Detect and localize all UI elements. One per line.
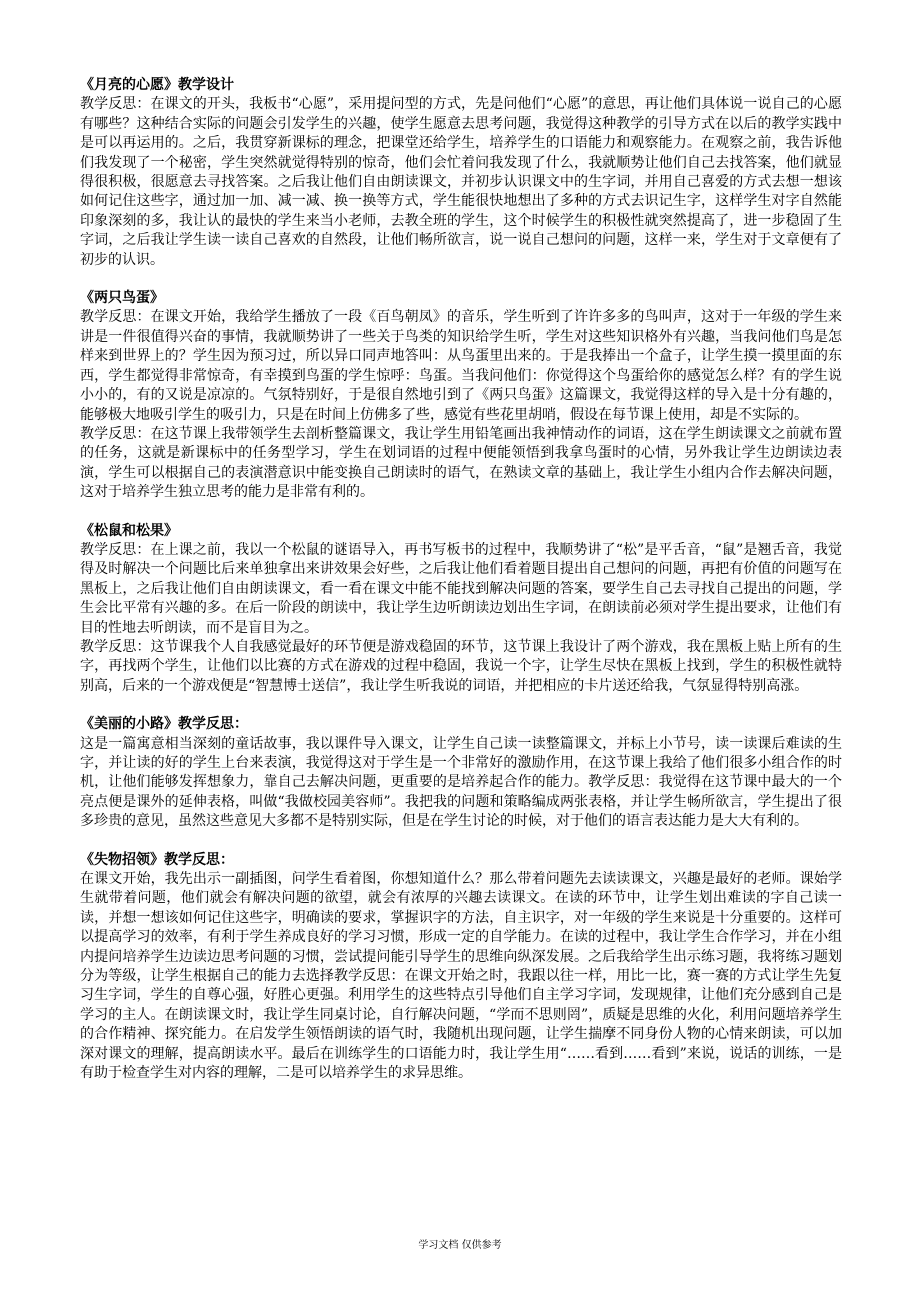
section-paragraph: 这是一篇寓意相当深刻的童话故事，我以课件导入课文，让学生自己读一读整篇课文，并标上小节号，读一读课后难读的生字，并让读的好的学生上台来表演，我觉得这对于学生是一个非常好的激励作用，在这节课上我给了他们很多小组合作的时机，让他们能够发挥想象力，靠自己去解决问题，更重要的是培养起合作的能力。教学反思：我觉得在这节课中最大的一个亮点便是课外的延伸表格，叫做“我做校园美容师”。我把我的问题和策略编成两张表格，并让学生畅所欲言，学生提出了很多珍贵的意见，虽然这些意见大多都不是特别实际，但是在学生讨论的时候，对于他们的语言表达能力是大大有利的。 (80, 735, 842, 830)
section-two-eggs (80, 289, 842, 502)
section-squirrel-pinecone (80, 522, 842, 697)
section-title: 《两只鸟蛋》 (80, 290, 164, 307)
section-lost-and-found (80, 851, 842, 1084)
section-paragraph: 教学反思：在上课之前，我以一个松鼠的谜语导入，再书写板书的过程中，我顺势讲了“松”是平舌音，“鼠”是翘舌音，我觉得及时解决一个问题比后来单独拿出来讲效果会好些，之后我让他们看着题目提出自己想问的问题，再把有价值的问题写在黑板上，之后我让他们自由朗读课文，看一看在课文中能不能找到解决问题的答案，要学生自己去寻找自己提出的问题，学生会比平常有兴趣的多。在后一阶段的朗读中，我让学生边听朗读边划出生字词，在朗读前必须对学生提出要求，让他们有目的性地去听朗读，而不是盲目为之。 (80, 541, 842, 636)
section-paragraph: 在课文开始，我先出示一副插图，问学生看着图，你想知道什么？那么带着问题先去读读课文，兴趣是最好的老师。课始学生就带着问题，他们就会有解决问题的欲望，就会有浓厚的兴趣去读课文。在读的环节中，让学生划出难读的字自己读一读，并想一想该如何记住这些字，明确读的要求，掌握识字的方法，自主识字，对一年级的学生来说是十分重要的。这样可以提高学习的效率，有利于学生养成良好的学习习惯，形成一定的自学能力。在读的过程中，我让学生合作学习，并在小组内提问培养学生边读边思考问题的习惯，尝试提问能引导学生的思维向纵深发展。之后我给学生出示练习题，我将练习题划分为等级，让学生根据自己的能力去选择教学反思：在课文开始之时，我跟以往一样，用比一比，赛一赛的方式让学生先复习生字词，学生的自尊心强，好胜心更强。利用学生的这些特点引导他们自主学习字词，发现规律，让他们充分感到自己是学习的主人。在朗读课文时，我让学生同桌讨论，自行解决问题，“学而不思则罔”，质疑是思维的火化，利用问题培养学生的合作精神、探究能力。在启发学生领悟朗读的语气时，我随机出现问题，让学生揣摩不同身份人物的心情来朗读，可以加深对课文的理解，提高朗读水平。最后在训练学生的口语能力时，我让学生用“……看到……看到”来说，说话的训练，一是有助于检查学生对内容的理解，二是可以培养学生的求异思维。 (80, 871, 842, 1082)
section-title: 《月亮的心愿》教学设计 (80, 77, 234, 93)
section-title: 《美丽的小路》教学反思： (80, 716, 248, 733)
section-paragraph: 教学反思：在这节课上我带领学生去剖析整篇课文，我让学生用铅笔画出我神情动作的词语，这在学生朗读课文之前就布置的任务，这就是新课标中的任务型学习，学生在划词语的过程中便能领悟到我拿鸟蛋时的心情，另外我让学生边朗读边表演，学生可以根据自己的表演潜意识中能变换自己朗读时的语气，在熟读文章的基础上，我让学生小组内合作去解决问题，这对于培养学生独立思考的能力是非常有利的。 (80, 425, 842, 501)
section-title: 《失物招领》教学反思： (80, 851, 234, 868)
section-beautiful-road (80, 715, 842, 831)
section-title: 《松鼠和松果》 (80, 522, 178, 539)
page-footer: 学习文档 仅供参考 (418, 1240, 502, 1251)
section-moon-wish (80, 76, 842, 270)
document-body (80, 76, 842, 1103)
section-paragraph: 教学反思：在课文的开头，我板书“心愿”，采用提问型的方式，先是问他们“心愿”的意思，再让他们具体说一说自己的心愿有哪些？这种结合实际的问题会引发学生的兴趣，使学生愿意去思考问题，我觉得这种教学的引导方式在以后的教学实践中是可以再运用的。之后，我贯穿新课标的理念，把课堂还给学生，培养学生的口语能力和观察能力。在观察之前，我告诉他们我发现了一个秘密，学生突然就觉得特别的惊奇，他们会忙着问我发现了什么，我就顺势让他们自己去找答案，他们就显得很积极，很愿意去寻找答案。之后我让他们自由朗读课文，并初步认识课文中的生字词，并用自己喜爱的方式去想一想该如何记住这些字，通过加一加、减一减、换一换等方式，学生能很快地想出了多种的方式去识记生字，这样学生对字自然能印象深刻的多，我让认的最快的学生来当小老师，去教全班的学生，这个时候学生的积极性就突然提高了，进一步稳固了生字词，之后我让学生读一读自己喜欢的自然段，让他们畅所欲言，说一说自己想问的问题，这样一来，学生对于文章便有了初步的认识。 (80, 96, 842, 268)
section-paragraph: 教学反思：这节课我个人自我感觉最好的环节便是游戏稳固的环节，这节课上我设计了两个游戏，我在黑板上贴上所有的生字，再找两个学生，让他们以比赛的方式在游戏的过程中稳固，我说一个字，让学生尽快在黑板上找到，学生的积极性就特别高，后来的一个游戏便是“智慧博士送信”，我让学生听我说的词语，并把相应的卡片送还给我，气氛显得特别高涨。 (80, 638, 842, 694)
section-paragraph: 教学反思：在课文开始，我给学生播放了一段《百鸟朝凤》的音乐，学生听到了许许多多的鸟叫声，这对于一年级的学生来讲是一件很值得兴奋的事情，我就顺势讲了一些关于鸟类的知识给学生听，学生对这些知识格外有兴趣，当我问他们鸟是怎样来到世界上的？学生因为预习过，所以异口同声地答叫：从鸟蛋里出来的。于是我捧出一个盒子，让学生摸一摸里面的东西，学生都觉得非常惊奇，有幸摸到鸟蛋的学生惊呼：鸟蛋。当我问他们：你觉得这个鸟蛋给你的感觉怎么样？有的学生说小小的，有的又说是凉凉的。气氛特别好，于是很自然地引到了《两只鸟蛋》这篇课文，我觉得这样的导入是十分有趣的，能够极大地吸引学生的吸引力，只是在时间上仿佛多了些，感觉有些花里胡哨，假设在每节课上使用，却是不实际的。 (80, 309, 842, 423)
